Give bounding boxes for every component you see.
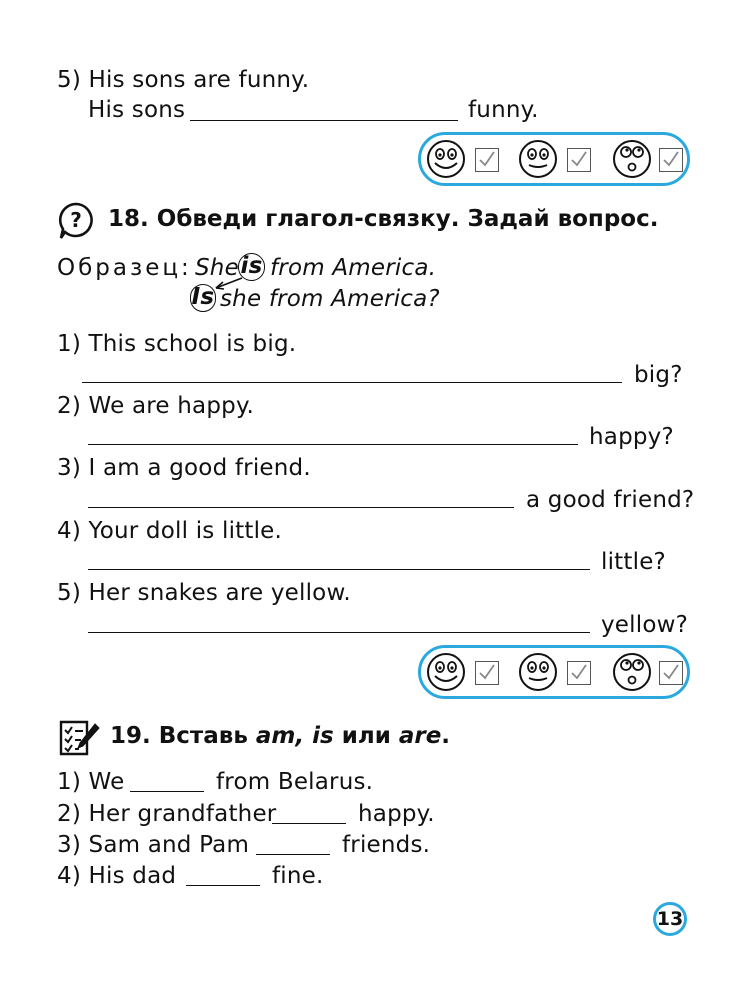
checkbox[interactable] [475,148,499,172]
checkmark-icon [568,662,589,683]
smiley-thinking-icon [611,138,653,180]
answer-line[interactable] [88,632,590,633]
sample-line1-rest: from America. [270,255,437,281]
circled-verb: is [238,253,265,281]
checkmark-icon [660,149,681,170]
sample-line1-subject: She [195,255,239,281]
answer-line[interactable] [190,120,458,121]
checkmark-icon [660,662,681,683]
ex18-item-ending: big? [634,362,683,388]
answer-line[interactable] [88,444,578,445]
exercise-18-heading [108,206,658,232]
ex18-item-ending: happy? [589,424,674,450]
ex19-item-after: friends. [342,832,431,858]
answer-blank[interactable] [256,854,330,855]
smiley-happy-icon [425,138,467,180]
checkmark-icon [476,662,497,683]
title-word: are [398,723,442,749]
answer-line[interactable] [82,382,622,383]
page-number: 13 [653,902,687,936]
answer-blank[interactable] [272,823,346,824]
ex18-item-prompt: 5) Her snakes are yellow. [57,580,351,606]
ex17-item5-prompt: 5) His sons are funny. [57,67,310,93]
self-assessment-box [418,645,690,699]
self-assessment-box [418,132,690,186]
title-words: am, is [255,723,334,749]
ex19-item-after: happy. [358,801,435,827]
ex18-item-ending: yellow? [601,612,689,638]
answer-line[interactable] [88,507,514,508]
ex17-item5-answer-end: funny. [468,97,539,123]
checkbox[interactable] [567,148,591,172]
ex18-item-prompt: 1) This school is big. [57,331,297,357]
checkbox[interactable] [659,148,683,172]
smiley-neutral-icon [517,651,559,693]
checkmark-icon [476,149,497,170]
checkbox[interactable] [475,661,499,685]
ex18-item-prompt: 4) Your doll is little. [57,518,283,544]
title-or: или [341,723,391,749]
ex18-item-prompt: 3) I am a good friend. [57,455,311,481]
ex19-item-after: fine. [272,863,324,889]
ex19-item-before: 1) We [57,769,125,795]
exercise-title-start: Вставь [158,723,248,749]
checkbox[interactable] [567,661,591,685]
circled-verb: Is [191,284,215,310]
checklist-pencil-icon [57,718,101,758]
checkbox[interactable] [659,661,683,685]
exercise-title: Обведи глагол-связку. Задай вопрос. [156,206,659,232]
ex19-item-after: from Belarus. [216,769,374,795]
sample-line2-rest: she from America? [220,286,440,312]
exercise-number: 19. [110,723,151,749]
ex17-item5-answer-start: His sons [88,97,186,123]
answer-blank[interactable] [130,791,204,792]
exercise-number: 18. [108,206,149,232]
exercise-19-heading [110,723,450,749]
smiley-happy-icon [425,651,467,693]
checkmark-icon [568,149,589,170]
ex18-item-prompt: 2) We are happy. [57,393,254,419]
smiley-neutral-icon [517,138,559,180]
answer-blank[interactable] [186,885,260,886]
ex18-item-ending: little? [601,549,666,575]
ex19-item-before: 4) His dad [57,863,177,889]
title-period: . [441,723,451,749]
answer-line[interactable] [88,569,590,570]
ex19-item-before: 2) Her grandfather [57,801,277,827]
ex18-item-ending: a good friend? [526,487,695,513]
question-bubble-icon [57,201,95,241]
svg-text:?: ? [70,208,82,232]
smiley-thinking-icon [611,651,653,693]
sample-label: Образец: [57,255,192,281]
ex19-item-before: 3) Sam and Pam [57,832,250,858]
